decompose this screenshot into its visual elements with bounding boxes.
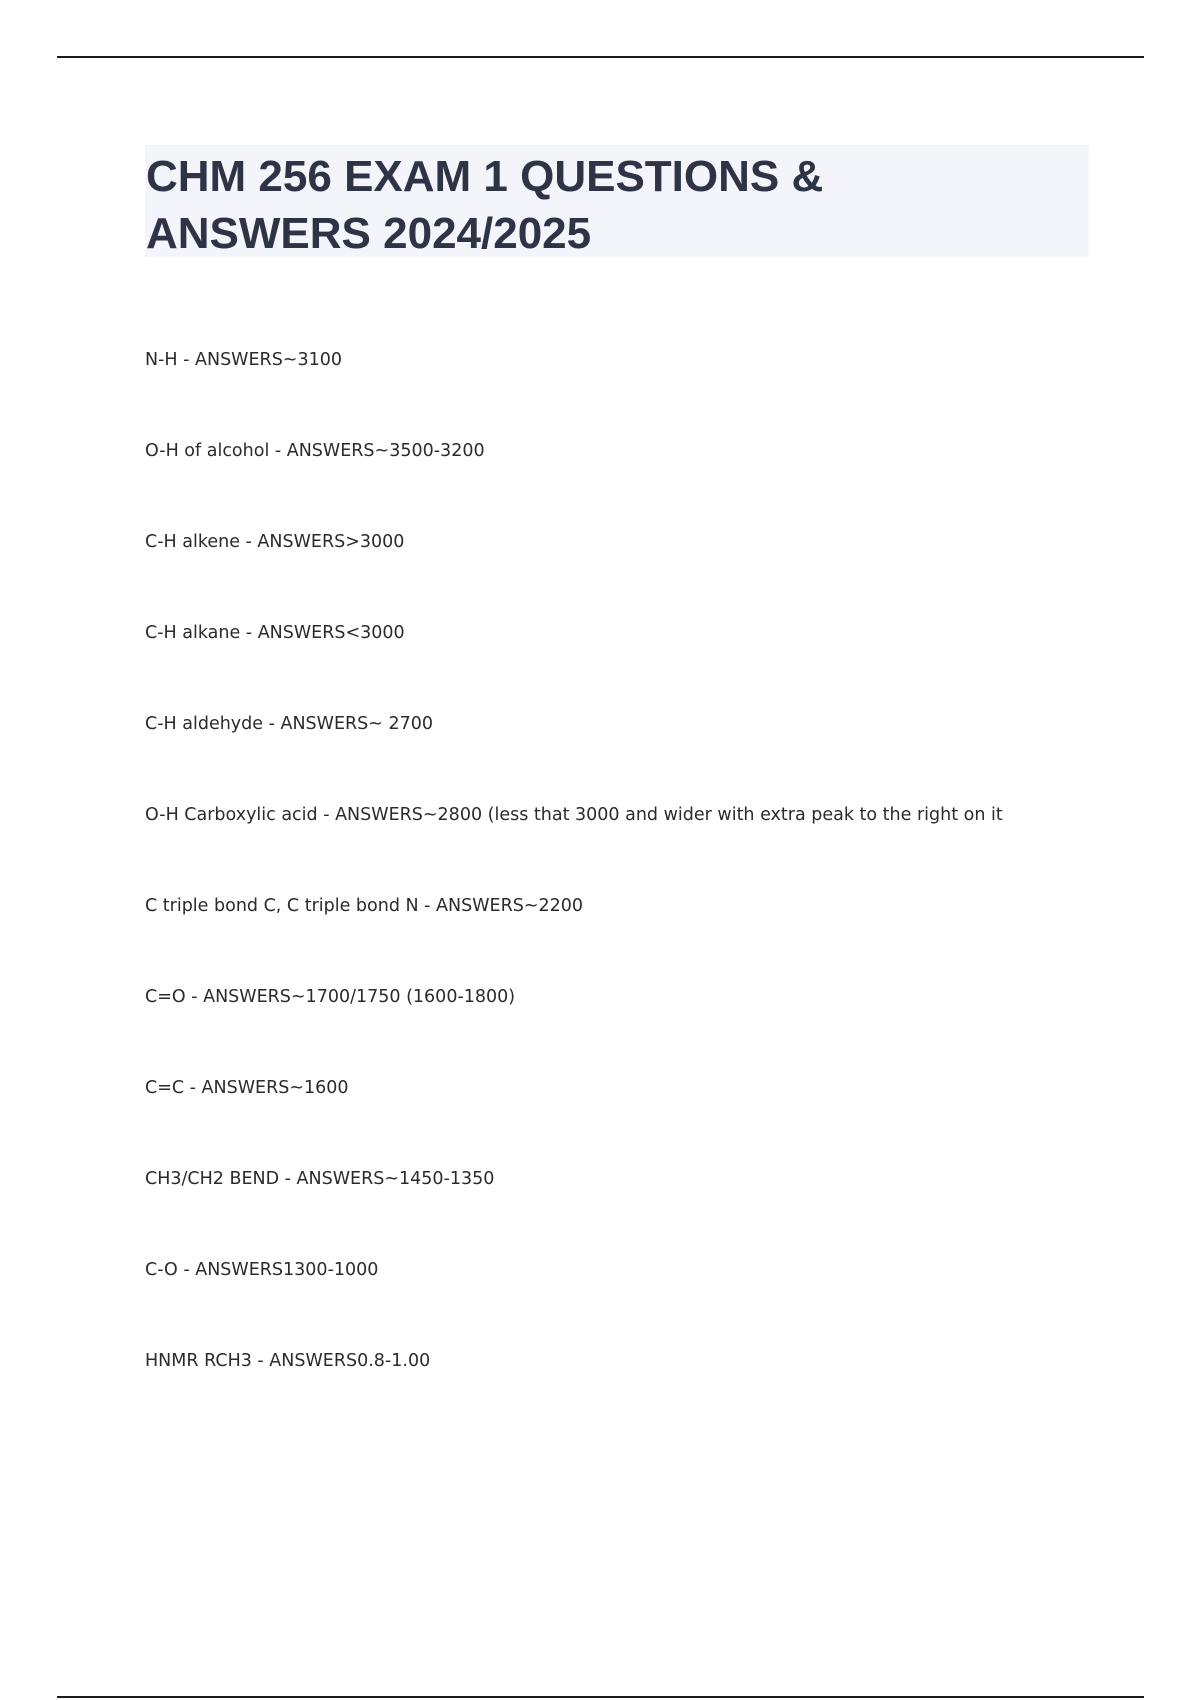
qa-item-n-h: N-H - ANSWERS~3100 bbox=[145, 350, 343, 370]
qa-list bbox=[145, 346, 1145, 1438]
top-divider bbox=[57, 56, 1144, 58]
qa-item-ch-alkene: C-H alkene - ANSWERS>3000 bbox=[145, 532, 405, 552]
qa-item-c-o: C-O - ANSWERS1300-1000 bbox=[145, 1260, 379, 1280]
qa-item-hnmr-rch3: HNMR RCH3 - ANSWERS0.8-1.00 bbox=[145, 1351, 431, 1371]
qa-item-ch-alkane: C-H alkane - ANSWERS<3000 bbox=[145, 623, 405, 643]
qa-item-carbonyl: C=O - ANSWERS~1700/1750 (1600-1800) bbox=[145, 987, 516, 1007]
bottom-divider bbox=[57, 1696, 1144, 1698]
page-title bbox=[146, 148, 1046, 262]
qa-item-oh-alcohol: O-H of alcohol - ANSWERS~3500-3200 bbox=[145, 441, 485, 461]
qa-item-oh-carboxylic-acid: O-H Carboxylic acid - ANSWERS~2800 (less that 3000 and wider with extra peak to the right on it bbox=[145, 805, 1003, 825]
qa-item-ch-aldehyde: C-H aldehyde - ANSWERS~ 2700 bbox=[145, 714, 434, 734]
page-title-line-1: CHM 256 EXAM 1 QUESTIONS & bbox=[146, 152, 824, 201]
qa-item-alkene-cc: C=C - ANSWERS~1600 bbox=[145, 1078, 349, 1098]
page-title-line-2: ANSWERS 2024/2025 bbox=[146, 209, 592, 258]
qa-item-ch3-ch2-bend: CH3/CH2 BEND - ANSWERS~1450-1350 bbox=[145, 1169, 495, 1189]
qa-item-triple-bond: C triple bond C, C triple bond N - ANSWERS~2200 bbox=[145, 896, 584, 916]
